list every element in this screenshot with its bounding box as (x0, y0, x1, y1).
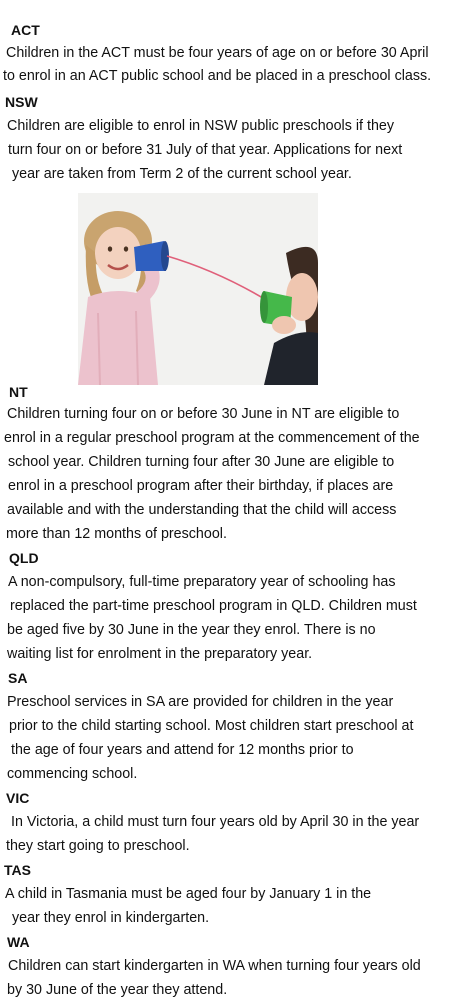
paragraph-line: by 30 June of the year they attend. (7, 982, 228, 998)
paragraph-line: prior to the child starting school. Most children start preschool at (9, 718, 414, 734)
paragraph-line: more than 12 months of preschool. (6, 526, 227, 542)
heading-wa: WA (7, 934, 30, 950)
paragraph-line: year they enrol in kindergarten. (12, 910, 210, 926)
heading-sa: SA (8, 670, 28, 686)
paragraph-line: Children are eligible to enrol in NSW public preschools if they (7, 118, 395, 134)
paragraph-line: replaced the part-time preschool program in QLD. Children must (10, 598, 417, 614)
paragraph-line: Children in the ACT must be four years of age on or before 30 April (6, 45, 429, 61)
paragraph-line: school year. Children turning four after 30 June are eligible to (8, 454, 395, 470)
paragraph-line: they start going to preschool. (6, 838, 190, 854)
heading-vic: VIC (6, 790, 30, 806)
paragraph-line: commencing school. (7, 766, 138, 782)
paragraph-line: Preschool services in SA are provided for children in the year (7, 694, 394, 710)
paragraph-line: waiting list for enrolment in the preparatory year. (7, 646, 313, 662)
paragraph-line: A non-compulsory, full-time preparatory year of schooling has (8, 574, 396, 590)
paragraph-line: enrol in a preschool program after their birthday, if places are (8, 478, 394, 494)
paragraph-line: the age of four years and attend for 12 months prior to (11, 742, 354, 758)
heading-qld: QLD (9, 550, 39, 566)
children-tin-can-phone-photo (78, 193, 318, 385)
paragraph-line: Children turning four on or before 30 June in NT are eligible to (7, 406, 400, 422)
heading-nt: NT (9, 384, 28, 400)
paragraph-line: A child in Tasmania must be aged four by January 1 in the (5, 886, 372, 902)
paragraph-line: available and with the understanding that the child will access (7, 502, 397, 518)
heading-tas: TAS (4, 862, 31, 878)
paragraph-line: be aged five by 30 June in the year they enrol. There is no (7, 622, 376, 638)
paragraph-line: Children can start kindergarten in WA when turning four years old (8, 958, 421, 974)
paragraph-line: to enrol in an ACT public school and be placed in a preschool class. (3, 68, 432, 84)
paragraph-line: turn four on or before 31 July of that year. Applications for next (8, 142, 403, 158)
paragraph-line: year are taken from Term 2 of the current school year. (12, 166, 352, 182)
heading-nsw: NSW (5, 94, 38, 110)
heading-act: ACT (11, 22, 40, 38)
paragraph-line: enrol in a regular preschool program at the commencement of the (4, 430, 420, 446)
paragraph-line: In Victoria, a child must turn four years old by April 30 in the year (11, 814, 420, 830)
